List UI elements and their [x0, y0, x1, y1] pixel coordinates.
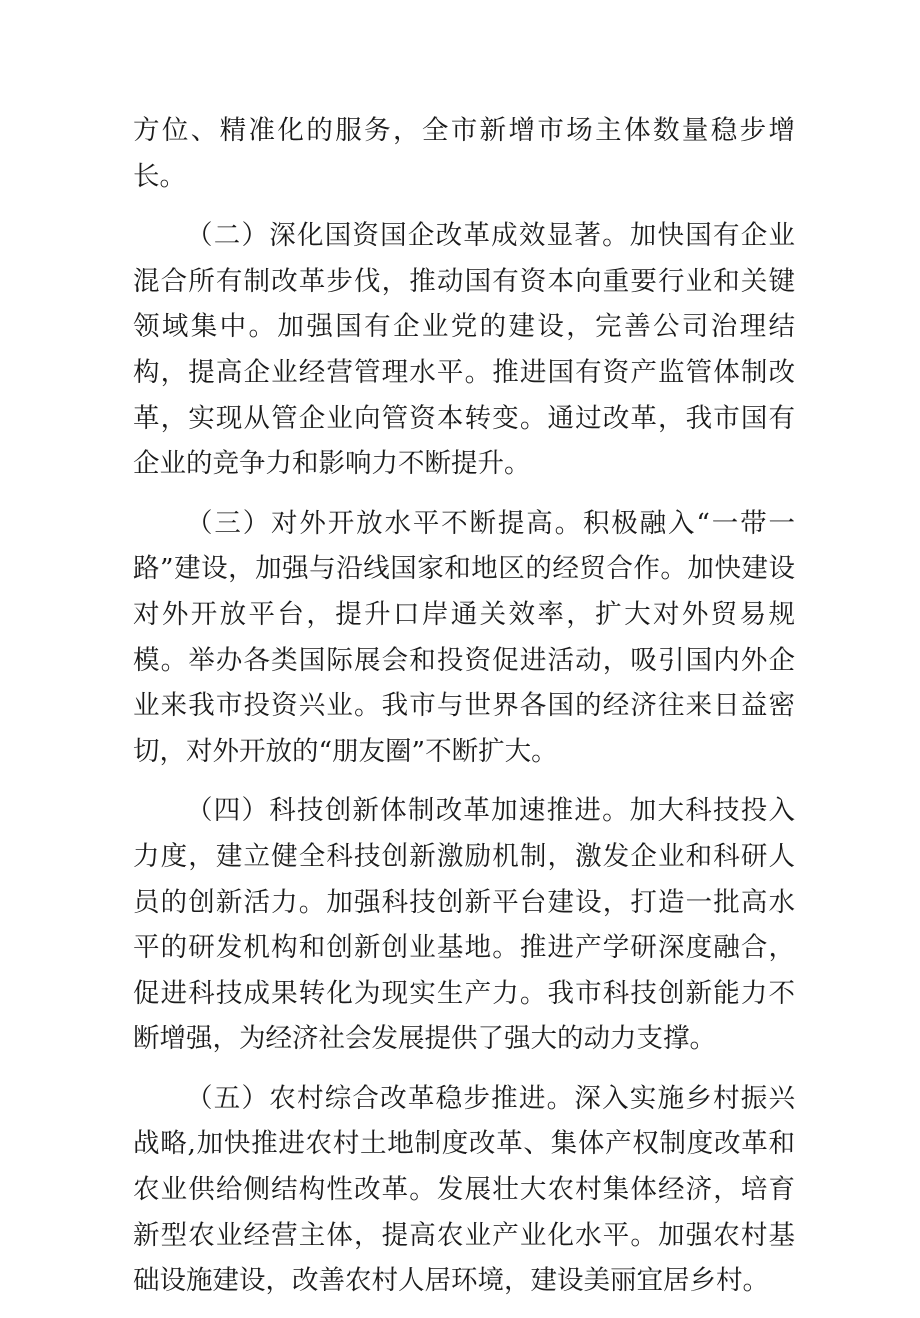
paragraph-continuation: 方位、精准化的服务，全市新增市场主体数量稳步增长。: [133, 115, 795, 192]
paragraph-section-5: （五）农村综合改革稳步推进。深入实施乡村振兴战略,加快推进农村土地制度改革、集体产权制度改革和农业供给侧结构性改革。发展壮大农村集体经济，培育新型农业经营主体，提高农业产业化水平。加强农村基础设施建设，改善农村人居环境，建设美丽宜居乡村。: [133, 1082, 795, 1297]
document-body: [133, 108, 795, 1318]
paragraph-section-3: （三）对外开放水平不断提高。积极融入“一带一路”建设，加强与沿线国家和地区的经贸合作。加快建设对外开放平台，提升口岸通关效率，扩大对外贸易规模。举办各类国际展会和投资促进活动，吸引国内外企业来我市投资兴业。我市与世界各国的经济往来日益密切，对外开放的“朋友圈”不断扩大。: [133, 507, 795, 767]
paragraph-section-2: （二）深化国资国企改革成效显著。加快国有企业混合所有制改革步伐，推动国有资本向重要行业和关键领域集中。加强国有企业党的建设，完善公司治理结构，提高企业经营管理水平。推进国有资产监管体制改革，实现从管企业向管资本转变。通过改革，我市国有企业的竞争力和影响力不断提升。: [133, 220, 795, 480]
paragraph-section-4: （四）科技创新体制改革加速推进。加大科技投入力度，建立健全科技创新激励机制，激发企业和科研人员的创新活力。加强科技创新平台建设，打造一批高水平的研发机构和创新创业基地。推进产学研深度融合，促进科技成果转化为现实生产力。我市科技创新能力不断增强，为经济社会发展提供了强大的动力支撑。: [133, 795, 795, 1055]
